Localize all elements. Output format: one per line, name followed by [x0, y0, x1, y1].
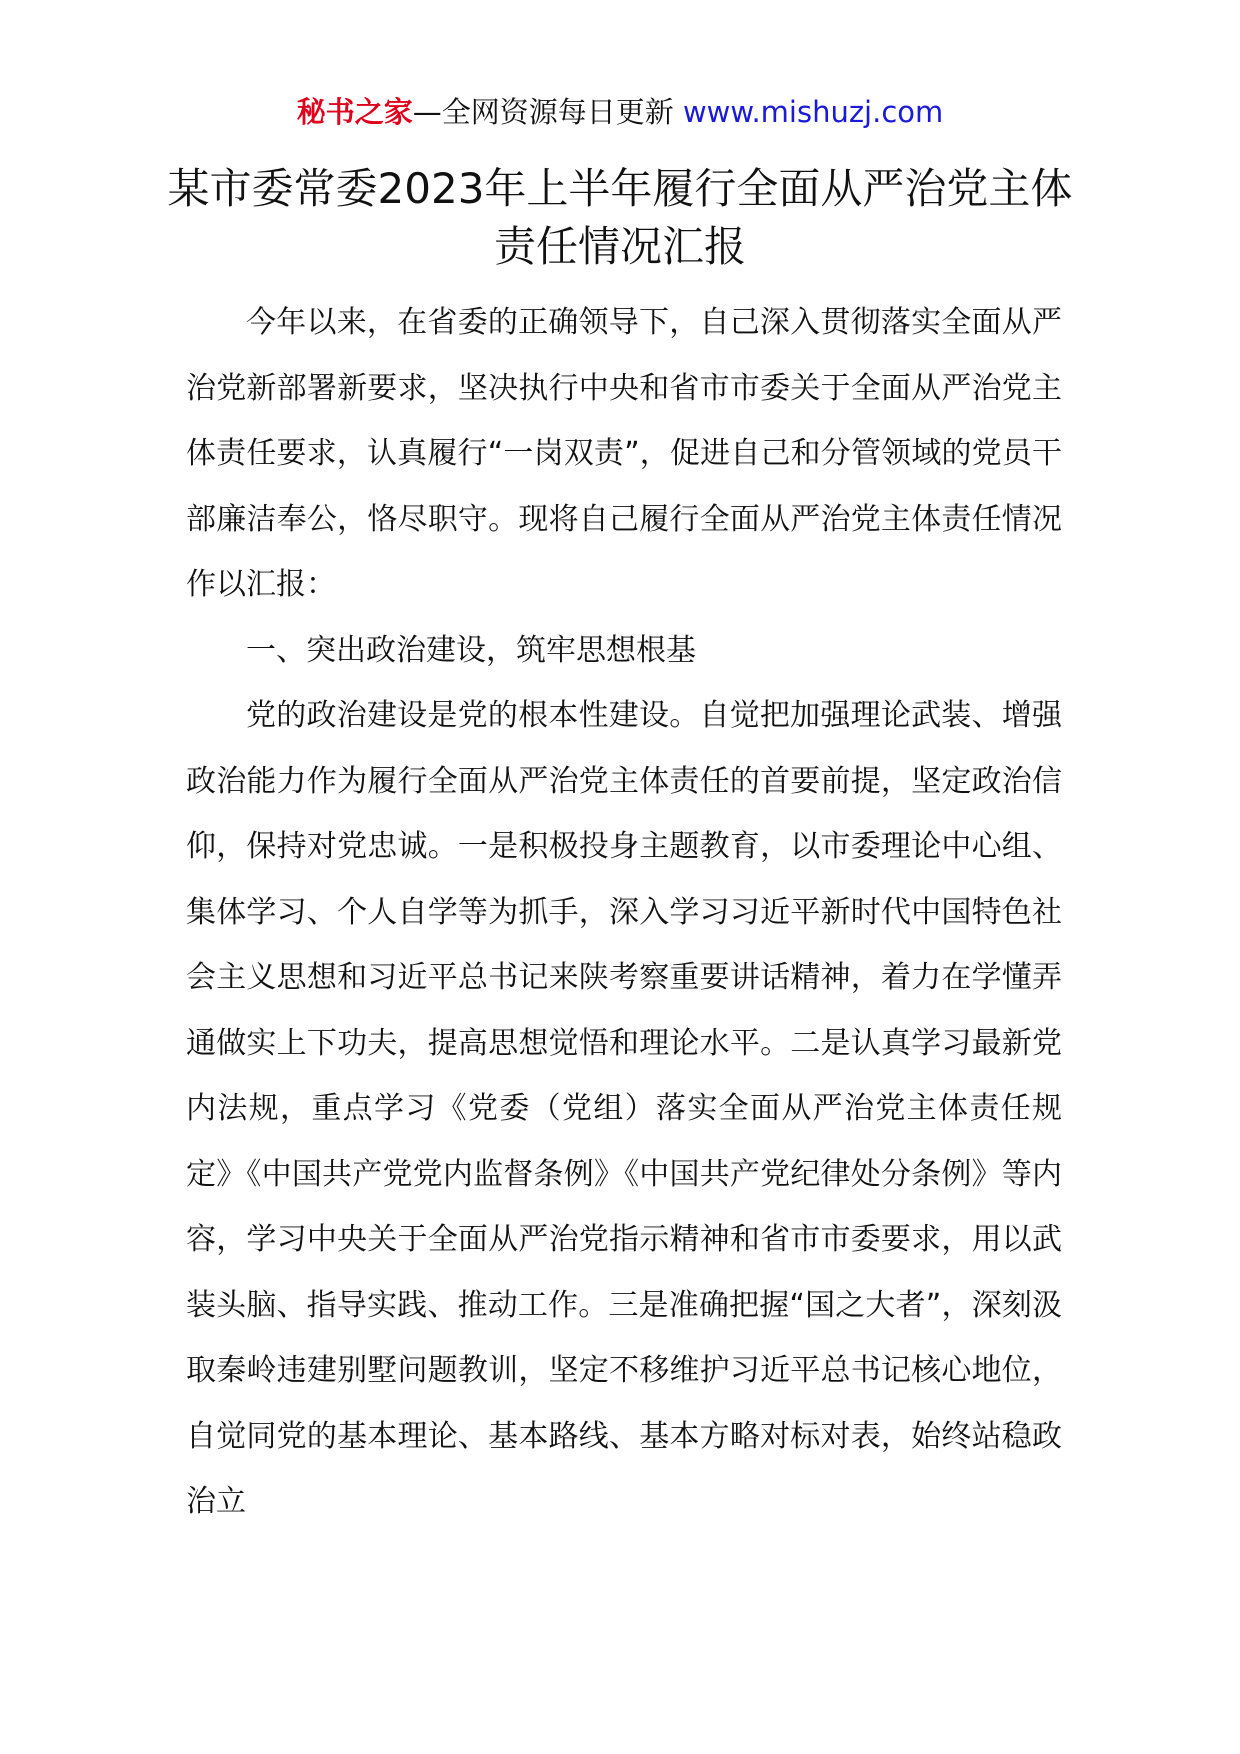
section-paragraph: 党的政治建设是党的根本性建设。自觉把加强理论武装、增强政治能力作为履行全面从严治党主体责任的首要前提，坚定政治信仰，保持对党忠诚。一是积极投身主题教育，以市委理论中心组、集体学习、个人自学等为抓手，深入学习习近平新时代中国特色社会主义思想和习近平总书记来陕考察重要讲话精神，着力在学懂弄通做实上下功夫，提高思想觉悟和理论水平。二是认真学习最新党内法规，重点学习《党委（党组）落实全面从严治党主体责任规定》《中国共产党党内监督条例》《中国共产党纪律处分条例》等内容，学习中央关于全面从严治党指示精神和省市市委要求，用以武装头脑、指导实践、推动工作。三是准确把握“国之大者”，深刻汲取秦岭违建别墅问题教训，坚定不移维护习近平总书记核心地位，自觉同党的基本理论、基本路线、基本方略对标对表，始终站稳政治立: [186, 698, 1062, 1519]
site-tagline: —全网资源每日更新: [412, 95, 683, 129]
intro-paragraph: 今年以来，在省委的正确领导下，自己深入贯彻落实全面从严治党新部署新要求，坚决执行中央和省市市委关于全面从严治党主体责任要求，认真履行“一岗双责”，促进自己和分管领域的党员干部廉洁奉公，恪尽职守。现将自己履行全面从严治党主体责任情况作以汇报：: [186, 305, 1062, 602]
site-banner: [0, 92, 1240, 132]
document-body: [186, 290, 1062, 1535]
document-title: 某市委常委2023年上半年履行全面从严治党主体责任情况汇报: [167, 164, 1073, 271]
site-url-link[interactable]: www.mishuzj.com: [682, 95, 944, 129]
site-brand: 秘书之家: [296, 95, 413, 129]
section-heading: 一、突出政治建设，筑牢思想根基: [246, 632, 696, 668]
